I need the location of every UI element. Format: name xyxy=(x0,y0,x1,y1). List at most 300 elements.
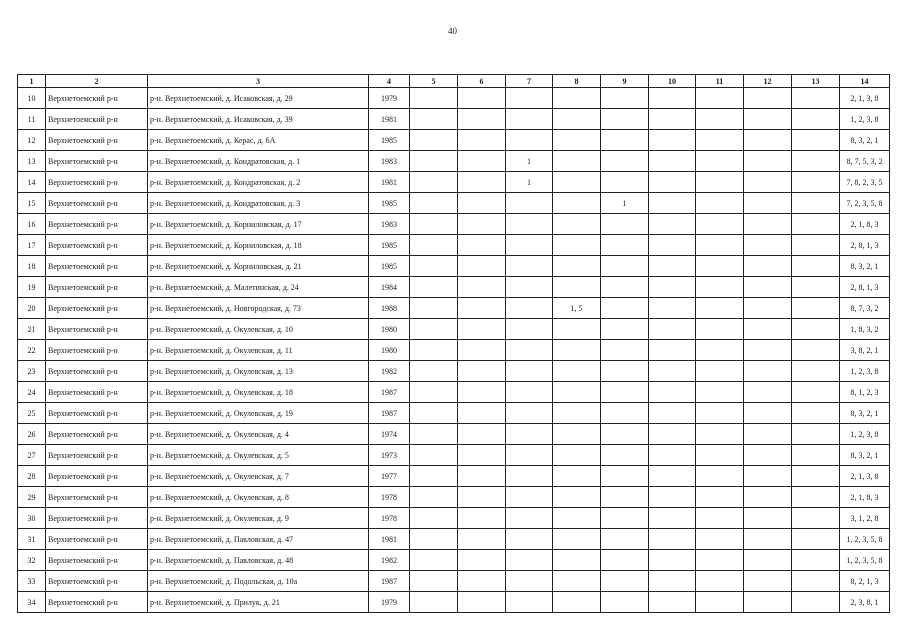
table-row xyxy=(18,151,890,172)
col-10-cell xyxy=(649,214,696,235)
codes-cell: 8, 3, 2, 1 xyxy=(840,130,890,151)
district-cell: Верхнетоемский р-н xyxy=(46,277,148,298)
col-7-cell xyxy=(506,277,553,298)
col-7-cell xyxy=(506,529,553,550)
col-6-cell xyxy=(458,529,506,550)
year-cell: 1981 xyxy=(369,529,410,550)
year-cell: 1982 xyxy=(369,550,410,571)
col-10-cell xyxy=(649,235,696,256)
year-cell: 1987 xyxy=(369,403,410,424)
col-13-cell xyxy=(792,361,840,382)
table-row xyxy=(18,193,890,214)
table-row xyxy=(18,592,890,613)
col-12-cell xyxy=(744,319,792,340)
codes-cell: 2, 8, 1, 3 xyxy=(840,235,890,256)
col-12-cell xyxy=(744,340,792,361)
table-row xyxy=(18,277,890,298)
district-cell: Верхнетоемский р-н xyxy=(46,193,148,214)
col-7-cell xyxy=(506,382,553,403)
district-cell: Верхнетоемский р-н xyxy=(46,382,148,403)
col-9-cell xyxy=(601,340,649,361)
col-5-cell xyxy=(410,109,458,130)
col-9-cell xyxy=(601,571,649,592)
row-number-cell: 29 xyxy=(18,487,46,508)
col-10-cell xyxy=(649,403,696,424)
col-9-cell xyxy=(601,445,649,466)
row-number-cell: 30 xyxy=(18,508,46,529)
col-12-cell xyxy=(744,508,792,529)
district-cell: Верхнетоемский р-н xyxy=(46,340,148,361)
codes-cell: 2, 1, 3, 8 xyxy=(840,466,890,487)
district-cell: Верхнетоемский р-н xyxy=(46,508,148,529)
col-6-cell xyxy=(458,256,506,277)
col-10-cell xyxy=(649,277,696,298)
district-cell: Верхнетоемский р-н xyxy=(46,298,148,319)
codes-cell: 2, 1, 8, 3 xyxy=(840,487,890,508)
col-9-cell xyxy=(601,172,649,193)
district-cell: Верхнетоемский р-н xyxy=(46,424,148,445)
codes-cell: 1, 2, 3, 5, 8 xyxy=(840,529,890,550)
address-cell: р-н. Верхнетоемский, д. Окулевская, д. 19 xyxy=(148,403,369,424)
district-cell: Верхнетоемский р-н xyxy=(46,256,148,277)
col-6-cell xyxy=(458,298,506,319)
col-12-cell xyxy=(744,235,792,256)
district-cell: Верхнетоемский р-н xyxy=(46,109,148,130)
col-13-cell xyxy=(792,550,840,571)
column-header: 7 xyxy=(506,75,553,88)
row-number-cell: 17 xyxy=(18,235,46,256)
codes-cell: 1, 2, 3, 5, 8 xyxy=(840,550,890,571)
col-5-cell xyxy=(410,487,458,508)
col-9-cell xyxy=(601,214,649,235)
col-11-cell xyxy=(696,550,744,571)
row-number-cell: 26 xyxy=(18,424,46,445)
codes-cell: 7, 2, 3, 5, 8 xyxy=(840,193,890,214)
col-6-cell xyxy=(458,214,506,235)
column-header: 9 xyxy=(601,75,649,88)
col-6-cell xyxy=(458,235,506,256)
col-12-cell xyxy=(744,445,792,466)
col-13-cell xyxy=(792,235,840,256)
table-body xyxy=(18,88,890,613)
district-cell: Верхнетоемский р-н xyxy=(46,172,148,193)
col-11-cell xyxy=(696,571,744,592)
col-7-cell xyxy=(506,592,553,613)
col-11-cell xyxy=(696,298,744,319)
col-6-cell xyxy=(458,571,506,592)
col-10-cell xyxy=(649,109,696,130)
col-12-cell xyxy=(744,151,792,172)
district-cell: Верхнетоемский р-н xyxy=(46,592,148,613)
col-13-cell xyxy=(792,340,840,361)
table-row xyxy=(18,382,890,403)
column-header: 4 xyxy=(369,75,410,88)
col-7-cell xyxy=(506,550,553,571)
col-8-cell xyxy=(553,466,601,487)
col-10-cell xyxy=(649,529,696,550)
col-11-cell xyxy=(696,256,744,277)
col-11-cell xyxy=(696,403,744,424)
col-7-cell xyxy=(506,571,553,592)
col-6-cell xyxy=(458,193,506,214)
col-10-cell xyxy=(649,340,696,361)
col-5-cell xyxy=(410,130,458,151)
col-8-cell xyxy=(553,277,601,298)
col-8-cell xyxy=(553,529,601,550)
col-6-cell xyxy=(458,109,506,130)
row-number-cell: 24 xyxy=(18,382,46,403)
year-cell: 1978 xyxy=(369,487,410,508)
row-number-cell: 14 xyxy=(18,172,46,193)
col-11-cell xyxy=(696,277,744,298)
col-8-cell xyxy=(553,109,601,130)
col-10-cell xyxy=(649,361,696,382)
column-header: 14 xyxy=(840,75,890,88)
col-5-cell xyxy=(410,88,458,109)
col-9-cell xyxy=(601,298,649,319)
table-row xyxy=(18,466,890,487)
col-7-cell xyxy=(506,130,553,151)
col-7-cell xyxy=(506,214,553,235)
year-cell: 1981 xyxy=(369,172,410,193)
col-11-cell xyxy=(696,424,744,445)
col-7-cell xyxy=(506,235,553,256)
address-cell: р-н. Верхнетоемский, д. Окулевская, д. 13 xyxy=(148,361,369,382)
col-8-cell xyxy=(553,403,601,424)
year-cell: 1984 xyxy=(369,277,410,298)
table-row xyxy=(18,130,890,151)
codes-cell: 3, 1, 2, 8 xyxy=(840,508,890,529)
row-number-cell: 28 xyxy=(18,466,46,487)
col-6-cell xyxy=(458,130,506,151)
year-cell: 1987 xyxy=(369,382,410,403)
district-cell: Верхнетоемский р-н xyxy=(46,403,148,424)
col-12-cell xyxy=(744,130,792,151)
row-number-cell: 22 xyxy=(18,340,46,361)
table-row xyxy=(18,403,890,424)
col-5-cell xyxy=(410,277,458,298)
col-7-cell xyxy=(506,361,553,382)
col-13-cell xyxy=(792,592,840,613)
district-cell: Верхнетоемский р-н xyxy=(46,550,148,571)
table-row xyxy=(18,424,890,445)
table-row xyxy=(18,298,890,319)
col-7-cell: 1 xyxy=(506,172,553,193)
col-7-cell xyxy=(506,466,553,487)
col-12-cell xyxy=(744,361,792,382)
col-8-cell xyxy=(553,319,601,340)
page-number: 40 xyxy=(448,26,457,36)
col-13-cell xyxy=(792,277,840,298)
col-13-cell xyxy=(792,424,840,445)
column-header: 13 xyxy=(792,75,840,88)
codes-cell: 1, 2, 3, 8 xyxy=(840,424,890,445)
address-cell: р-н. Верхнетоемский, д. Корниловская, д. 17 xyxy=(148,214,369,235)
codes-cell: 8, 7, 3, 2 xyxy=(840,298,890,319)
col-6-cell xyxy=(458,382,506,403)
col-12-cell xyxy=(744,382,792,403)
row-number-cell: 12 xyxy=(18,130,46,151)
year-cell: 1977 xyxy=(369,466,410,487)
col-5-cell xyxy=(410,466,458,487)
col-8-cell xyxy=(553,193,601,214)
row-number-cell: 10 xyxy=(18,88,46,109)
year-cell: 1979 xyxy=(369,88,410,109)
col-11-cell xyxy=(696,130,744,151)
col-12-cell xyxy=(744,214,792,235)
col-8-cell xyxy=(553,445,601,466)
district-cell: Верхнетоемский р-н xyxy=(46,445,148,466)
col-8-cell xyxy=(553,235,601,256)
col-12-cell xyxy=(744,277,792,298)
row-number-cell: 13 xyxy=(18,151,46,172)
col-12-cell xyxy=(744,466,792,487)
address-cell: р-н. Верхнетоемский, д. Окулевская, д. 9 xyxy=(148,508,369,529)
col-7-cell xyxy=(506,340,553,361)
col-8-cell xyxy=(553,571,601,592)
row-number-cell: 16 xyxy=(18,214,46,235)
table-row xyxy=(18,571,890,592)
col-10-cell xyxy=(649,487,696,508)
col-9-cell xyxy=(601,508,649,529)
col-5-cell xyxy=(410,256,458,277)
col-11-cell xyxy=(696,151,744,172)
col-13-cell xyxy=(792,130,840,151)
col-5-cell xyxy=(410,508,458,529)
table-row xyxy=(18,529,890,550)
year-cell: 1988 xyxy=(369,298,410,319)
col-10-cell xyxy=(649,130,696,151)
codes-cell: 2, 1, 3, 8 xyxy=(840,88,890,109)
col-13-cell xyxy=(792,319,840,340)
year-cell: 1987 xyxy=(369,571,410,592)
col-13-cell xyxy=(792,382,840,403)
col-9-cell: 1 xyxy=(601,193,649,214)
table-row xyxy=(18,214,890,235)
col-13-cell xyxy=(792,445,840,466)
year-cell: 1982 xyxy=(369,361,410,382)
col-6-cell xyxy=(458,550,506,571)
col-9-cell xyxy=(601,403,649,424)
col-8-cell xyxy=(553,550,601,571)
col-11-cell xyxy=(696,109,744,130)
address-cell: р-н. Верхнетоемский, д. Окулевская, д. 10 xyxy=(148,319,369,340)
col-8-cell xyxy=(553,151,601,172)
col-7-cell xyxy=(506,256,553,277)
col-9-cell xyxy=(601,466,649,487)
col-9-cell xyxy=(601,424,649,445)
address-cell: р-н. Верхнетоемский, д. Малетинская, д. 24 xyxy=(148,277,369,298)
address-cell: р-н. Верхнетоемский, д. Окулевская, д. 18 xyxy=(148,382,369,403)
col-7-cell xyxy=(506,319,553,340)
col-5-cell xyxy=(410,214,458,235)
col-5-cell xyxy=(410,235,458,256)
col-10-cell xyxy=(649,466,696,487)
district-cell: Верхнетоемский р-н xyxy=(46,214,148,235)
col-12-cell xyxy=(744,592,792,613)
col-11-cell xyxy=(696,487,744,508)
col-9-cell xyxy=(601,550,649,571)
table-row xyxy=(18,340,890,361)
address-cell: р-н. Верхнетоемский, д. Исаковская, д. 39 xyxy=(148,109,369,130)
year-cell: 1985 xyxy=(369,256,410,277)
district-cell: Верхнетоемский р-н xyxy=(46,529,148,550)
col-6-cell xyxy=(458,592,506,613)
address-cell: р-н. Верхнетоемский, д. Окулевская, д. 7 xyxy=(148,466,369,487)
col-10-cell xyxy=(649,172,696,193)
col-6-cell xyxy=(458,403,506,424)
col-12-cell xyxy=(744,193,792,214)
codes-cell: 8, 2, 1, 3 xyxy=(840,571,890,592)
col-5-cell xyxy=(410,319,458,340)
col-5-cell xyxy=(410,382,458,403)
col-9-cell xyxy=(601,88,649,109)
row-number-cell: 21 xyxy=(18,319,46,340)
col-6-cell xyxy=(458,151,506,172)
row-number-cell: 27 xyxy=(18,445,46,466)
table-row xyxy=(18,445,890,466)
col-5-cell xyxy=(410,361,458,382)
col-13-cell xyxy=(792,571,840,592)
col-13-cell xyxy=(792,109,840,130)
col-13-cell xyxy=(792,172,840,193)
col-12-cell xyxy=(744,256,792,277)
address-cell: р-н. Верхнетоемский, д. Корниловская, д. 18 xyxy=(148,235,369,256)
row-number-cell: 32 xyxy=(18,550,46,571)
col-8-cell xyxy=(553,214,601,235)
address-cell: р-н. Верхнетоемский, д. Керас, д. 6А xyxy=(148,130,369,151)
col-10-cell xyxy=(649,298,696,319)
col-13-cell xyxy=(792,298,840,319)
table-row xyxy=(18,550,890,571)
codes-cell: 3, 8, 2, 1 xyxy=(840,340,890,361)
col-5-cell xyxy=(410,403,458,424)
year-cell: 1979 xyxy=(369,592,410,613)
col-7-cell xyxy=(506,445,553,466)
district-cell: Верхнетоемский р-н xyxy=(46,235,148,256)
col-12-cell xyxy=(744,487,792,508)
col-8-cell xyxy=(553,487,601,508)
table-row xyxy=(18,235,890,256)
col-10-cell xyxy=(649,508,696,529)
codes-cell: 8, 3, 2, 1 xyxy=(840,256,890,277)
col-9-cell xyxy=(601,277,649,298)
col-12-cell xyxy=(744,298,792,319)
col-7-cell xyxy=(506,508,553,529)
table-row xyxy=(18,172,890,193)
col-9-cell xyxy=(601,109,649,130)
data-table xyxy=(17,74,890,613)
column-header: 12 xyxy=(744,75,792,88)
row-number-cell: 23 xyxy=(18,361,46,382)
col-6-cell xyxy=(458,361,506,382)
col-11-cell xyxy=(696,172,744,193)
codes-cell: 8, 1, 2, 3 xyxy=(840,382,890,403)
col-6-cell xyxy=(458,424,506,445)
codes-cell: 1, 2, 3, 8 xyxy=(840,109,890,130)
col-7-cell: 1 xyxy=(506,151,553,172)
col-10-cell xyxy=(649,382,696,403)
col-8-cell xyxy=(553,382,601,403)
address-cell: р-н. Верхнетоемский, д. Кондратовская, д. 1 xyxy=(148,151,369,172)
column-header: 1 xyxy=(18,75,46,88)
codes-cell: 8, 7, 5, 3, 2 xyxy=(840,151,890,172)
year-cell: 1973 xyxy=(369,445,410,466)
col-9-cell xyxy=(601,382,649,403)
col-9-cell xyxy=(601,130,649,151)
district-cell: Верхнетоемский р-н xyxy=(46,130,148,151)
col-11-cell xyxy=(696,592,744,613)
district-cell: Верхнетоемский р-н xyxy=(46,319,148,340)
col-13-cell xyxy=(792,256,840,277)
district-cell: Верхнетоемский р-н xyxy=(46,571,148,592)
col-10-cell xyxy=(649,151,696,172)
col-6-cell xyxy=(458,172,506,193)
address-cell: р-н. Верхнетоемский, д. Прилук, д. 21 xyxy=(148,592,369,613)
col-12-cell xyxy=(744,109,792,130)
col-9-cell xyxy=(601,151,649,172)
col-8-cell xyxy=(553,88,601,109)
col-11-cell xyxy=(696,319,744,340)
col-10-cell xyxy=(649,571,696,592)
col-11-cell xyxy=(696,466,744,487)
codes-cell: 2, 3, 8, 1 xyxy=(840,592,890,613)
col-11-cell xyxy=(696,235,744,256)
column-header: 5 xyxy=(410,75,458,88)
col-5-cell xyxy=(410,424,458,445)
col-6-cell xyxy=(458,445,506,466)
codes-cell: 8, 3, 2, 1 xyxy=(840,403,890,424)
col-8-cell xyxy=(553,508,601,529)
row-number-cell: 33 xyxy=(18,571,46,592)
col-11-cell xyxy=(696,445,744,466)
col-11-cell xyxy=(696,529,744,550)
codes-cell: 7, 8, 2, 3, 5 xyxy=(840,172,890,193)
address-cell: р-н. Верхнетоемский, д. Окулевская, д. 5 xyxy=(148,445,369,466)
col-12-cell xyxy=(744,403,792,424)
district-cell: Верхнетоемский р-н xyxy=(46,487,148,508)
col-13-cell xyxy=(792,508,840,529)
col-7-cell xyxy=(506,193,553,214)
row-number-cell: 19 xyxy=(18,277,46,298)
address-cell: р-н. Верхнетоемский, д. Окулевская, д. 4 xyxy=(148,424,369,445)
col-5-cell xyxy=(410,340,458,361)
col-5-cell xyxy=(410,172,458,193)
col-8-cell xyxy=(553,172,601,193)
year-cell: 1981 xyxy=(369,109,410,130)
col-12-cell xyxy=(744,424,792,445)
address-cell: р-н. Верхнетоемский, д. Кондратовская, д. 2 xyxy=(148,172,369,193)
col-13-cell xyxy=(792,88,840,109)
col-13-cell xyxy=(792,151,840,172)
col-7-cell xyxy=(506,487,553,508)
year-cell: 1980 xyxy=(369,319,410,340)
year-cell: 1983 xyxy=(369,214,410,235)
col-12-cell xyxy=(744,172,792,193)
year-cell: 1983 xyxy=(369,151,410,172)
col-13-cell xyxy=(792,466,840,487)
col-5-cell xyxy=(410,151,458,172)
col-11-cell xyxy=(696,508,744,529)
table-row xyxy=(18,487,890,508)
codes-cell: 8, 3, 2, 1 xyxy=(840,445,890,466)
col-8-cell xyxy=(553,592,601,613)
col-6-cell xyxy=(458,88,506,109)
col-6-cell xyxy=(458,466,506,487)
row-number-cell: 31 xyxy=(18,529,46,550)
col-8-cell xyxy=(553,256,601,277)
row-number-cell: 20 xyxy=(18,298,46,319)
